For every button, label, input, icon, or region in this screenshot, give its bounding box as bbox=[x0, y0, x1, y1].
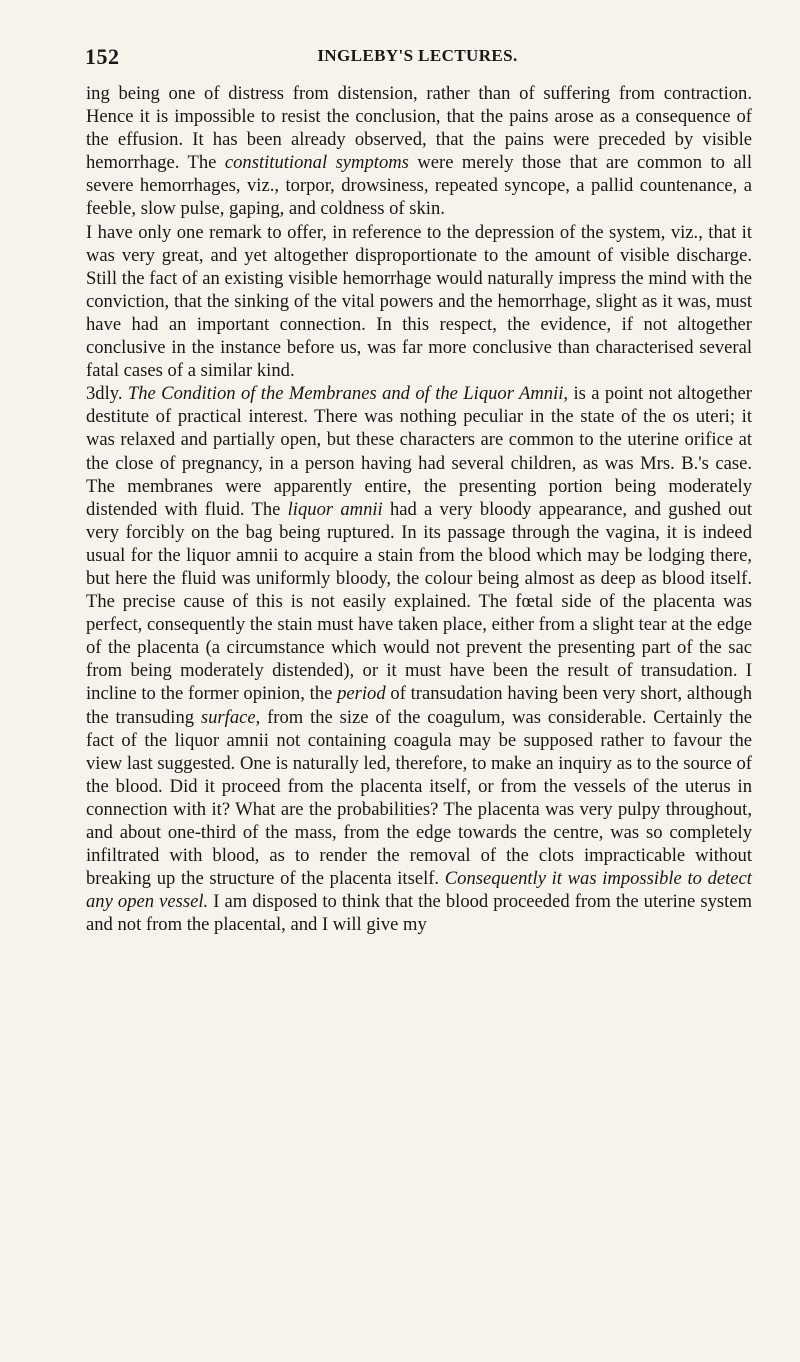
italic-segment: Consequently it was impossible to detect any open vessel. bbox=[86, 868, 752, 913]
text-segment: I am disposed to think that the blood proceeded from the uterine system and not from the placental, and I will give my bbox=[86, 891, 752, 936]
italic-segment: The Condition of the Membranes and of the Liquor Amnii, bbox=[127, 383, 569, 405]
text-segment: is a point not altogether destitute of practical interest. There was nothing peculiar in the state of the os uteri; it was relaxed and partially open, but these characters are common to the uterine orifice at the close of pregnancy, in a person having had several children, as was Mrs. B.'s case. The membranes were apparently entire, the presenting portion being moderately distended with fluid. The bbox=[86, 383, 752, 520]
body-text bbox=[86, 82, 752, 936]
text-segment: of transudation having been very short, although the transuding bbox=[86, 683, 752, 728]
text-segment: were merely those that are common to all severe hemorrhages, viz., torpor, drowsiness, repeated syncope, a pallid countenance, a feeble, slow pulse, gaping, and coldness of skin. bbox=[86, 152, 752, 220]
text-segment: from the size of the coagulum, was considerable. Certainly the fact of the liquor amnii not containing coagula may be supposed rather to favour the view last suggested. One is naturally led, therefore, to make an inquiry as to the source of the blood. Did it proceed from the placenta itself, or from the vessels of the uterus in connection with it? What are the probabilities? The placenta was very pulpy throughout, and about one-third of the mass, from the edge towards the centre, was so completely infiltrated with blood, as to render the removal of the clots impracticable without breaking up the structure of the placenta itself. bbox=[86, 706, 752, 890]
text-segment: 3dly. bbox=[86, 383, 128, 405]
paragraph bbox=[86, 382, 752, 936]
text-segment: I have only one remark to offer, in reference to the depression of the system, viz., that it was very great, and yet altogether disproportionate to the amount of visible discharge. Still the fact of an existing visible hemorrhage would naturally impress the mind with the conviction, that the sinking of the vital powers and the hemorrhage, slight as it was, must have had an important connection. In this respect, the evidence, if not altogether conclusive in the instance before us, was far more conclusive than characterised several fatal cases of a similar kind. bbox=[86, 221, 752, 382]
italic-segment: period bbox=[337, 683, 386, 705]
running-head bbox=[85, 44, 750, 74]
page-number: 152 bbox=[85, 44, 120, 69]
italic-segment: constitutional symptoms bbox=[224, 152, 409, 174]
italic-segment: liquor amnii bbox=[287, 498, 383, 520]
paragraph bbox=[86, 82, 752, 221]
paragraph bbox=[86, 221, 752, 383]
text-segment: had a very bloody appearance, and gushed out very forcibly on the bag being ruptured. In its passage through the vagina, it is indeed usual for the liquor amnii to acquire a stain from the blood which may be lodging there, but here the fluid was uniformly bloody, the colour being almost as deep as blood itself. The precise cause of this is not easily explained. The fœtal side of the placenta was perfect, consequently the stain must have taken place, either from a slight tear at the edge of the placenta (a circumstance which would not prevent the presenting part of the sac from being moderately distended), or it must have been the result of transudation. I incline to the former opinion, the bbox=[86, 498, 752, 705]
running-title: INGLEBY'S LECTURES. bbox=[317, 46, 518, 65]
text-segment: ing being one of distress from distension, rather than of suffering from contraction. Hence it is impossible to resist the conclusion, that the pains arose as a consequence of the effusion. It has been already observed, that the pains were preceded by visible hemorrhage. The bbox=[86, 83, 752, 174]
italic-segment: surface, bbox=[200, 706, 261, 728]
